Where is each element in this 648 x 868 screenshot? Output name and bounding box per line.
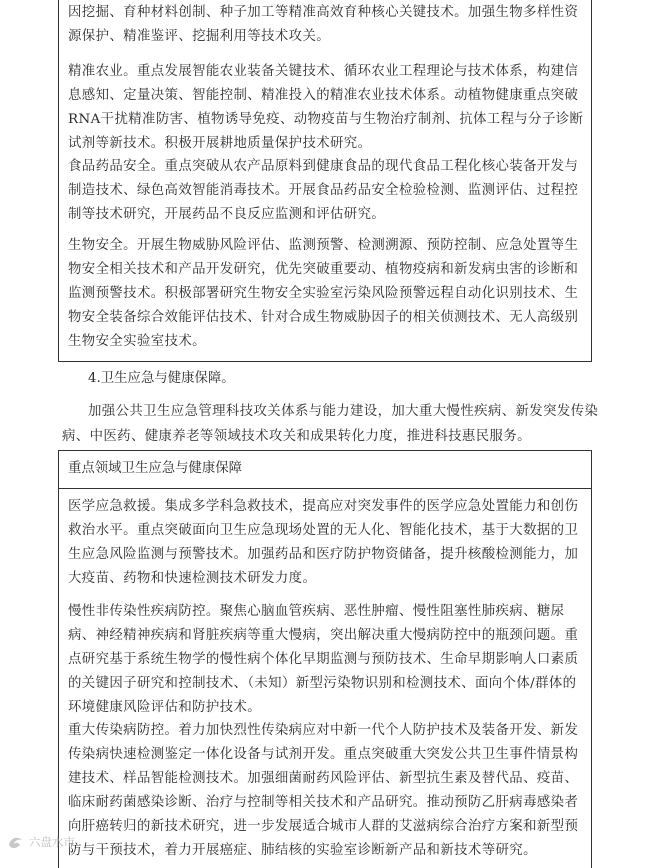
box1-paragraph-food-drug-safety: 食品药品安全。重点突破从农产品原料到健康食品的现代食品工程化核心装备开发与制造技术、绿色高效智能消毒技术。开展食品药品安全检验检测、监测评估、过程控制等技术研究，开展药品不良反应监测和评估研究。 [68,159,579,222]
box2-paragraph-emergency-rescue: 医学应急救援。集成多学科急救技术，提高应对突发事件的医学应急处置能力和创伤救治水平。重点突破面向卫生应急现场处置的无人化、智能化技术，基于大数据的卫生应急风险监测与预警技术。加强药品和医疗防护物资储备，提升核酸检测能力，加大疫苗、药物和快速检测技术研发力度。 [68,499,579,586]
section-body-4: 加强公共卫生应急管理科技攻关体系与能力建设，加大重大慢性疾病、新发突发传染病、中医药、健康养老等领域技术攻关和成果转化力度，推进科技惠民服务。 [62,404,599,444]
watermark-text: 六盘水市 [29,835,75,849]
section-heading-4: 4.卫生应急与健康保障。 [88,371,235,386]
health-box-title: 重点领域卫生应急与健康保障 [68,461,243,476]
watermark [6,832,75,852]
health-box-header [58,450,592,489]
box2-paragraph-infectious-disease: 重大传染病防控。着力加快烈性传染病应对中新一代个人防护技术及装备开发、新发传染病快速检测鉴定一体化设备与试剂开发。重点突破重大突发公共卫生事件情景构建技术、样品智能检测技术。加强细菌耐药风险评估、新型抗生素及替代品、疫苗、临床耐药菌感染诊断、治疗与控制等相关技术和产品研究。推动预防乙肝病毒感染者向肝癌转归的新技术研究，进一步发展适合城市人群的艾滋病综合治疗方案和新型预防与干预技术，着力开展癌症、肺结核的实验室诊断新产品和新技术等研究。 [68,723,579,858]
box1-paragraph-precision-agri: 精准农业。重点发展智能农业装备关键技术、循环农业工程理论与技术体系，构建信息感知、定量决策、智能控制、精准投入的精准农业技术体系。动植物健康重点突破RNA干扰精准防害、植物诱导免疫、动物疫苗与生物治疗制剂、抗体工程与分子诊断试剂等新技术。积极开展耕地质量保护技术研究。 [68,64,584,151]
agri-tech-box [58,0,592,362]
box2-paragraph-chronic-disease: 慢性非传染性疾病防控。聚焦心脑血管疾病、恶性肿瘤、慢性阻塞性肺疾病、糖尿病、神经精神疾病和肾脏疾病等重大慢病，突出解决重大慢病防控中的瓶颈问题。重点研究基于系统生物学的慢性病个体化早期监测与预防技术、生命早期影响人口素质的关键因子研究和控制技术、（未知）新型污染物识别和检测技术、面向个体/群体的环境健康风险评估和防护技术。 [68,604,579,715]
box1-paragraph-breeding: 因挖掘、育种材料创制、种子加工等精准高效育种核心关键技术。加强生物多样性资源保护、精准鉴评、挖掘利用等技术攻关。 [68,5,579,44]
health-box [58,488,592,868]
box1-paragraph-biosafety: 生物安全。开展生物威胁风险评估、监测预警、检测溯源、预防控制、应急处置等生物安全相关技术和产品开发研究，优先突破重要动、植物疫病和新发病虫害的诊断和监测预警技术。积极部署研究生物安全实验室污染风险预警远程自动化识别技术、生物安全装备综合效能评估技术、针对合成生物威胁因子的相关侦测技术、无人高级别生物安全实验室技术。 [68,238,579,349]
logo-icon [6,834,26,850]
